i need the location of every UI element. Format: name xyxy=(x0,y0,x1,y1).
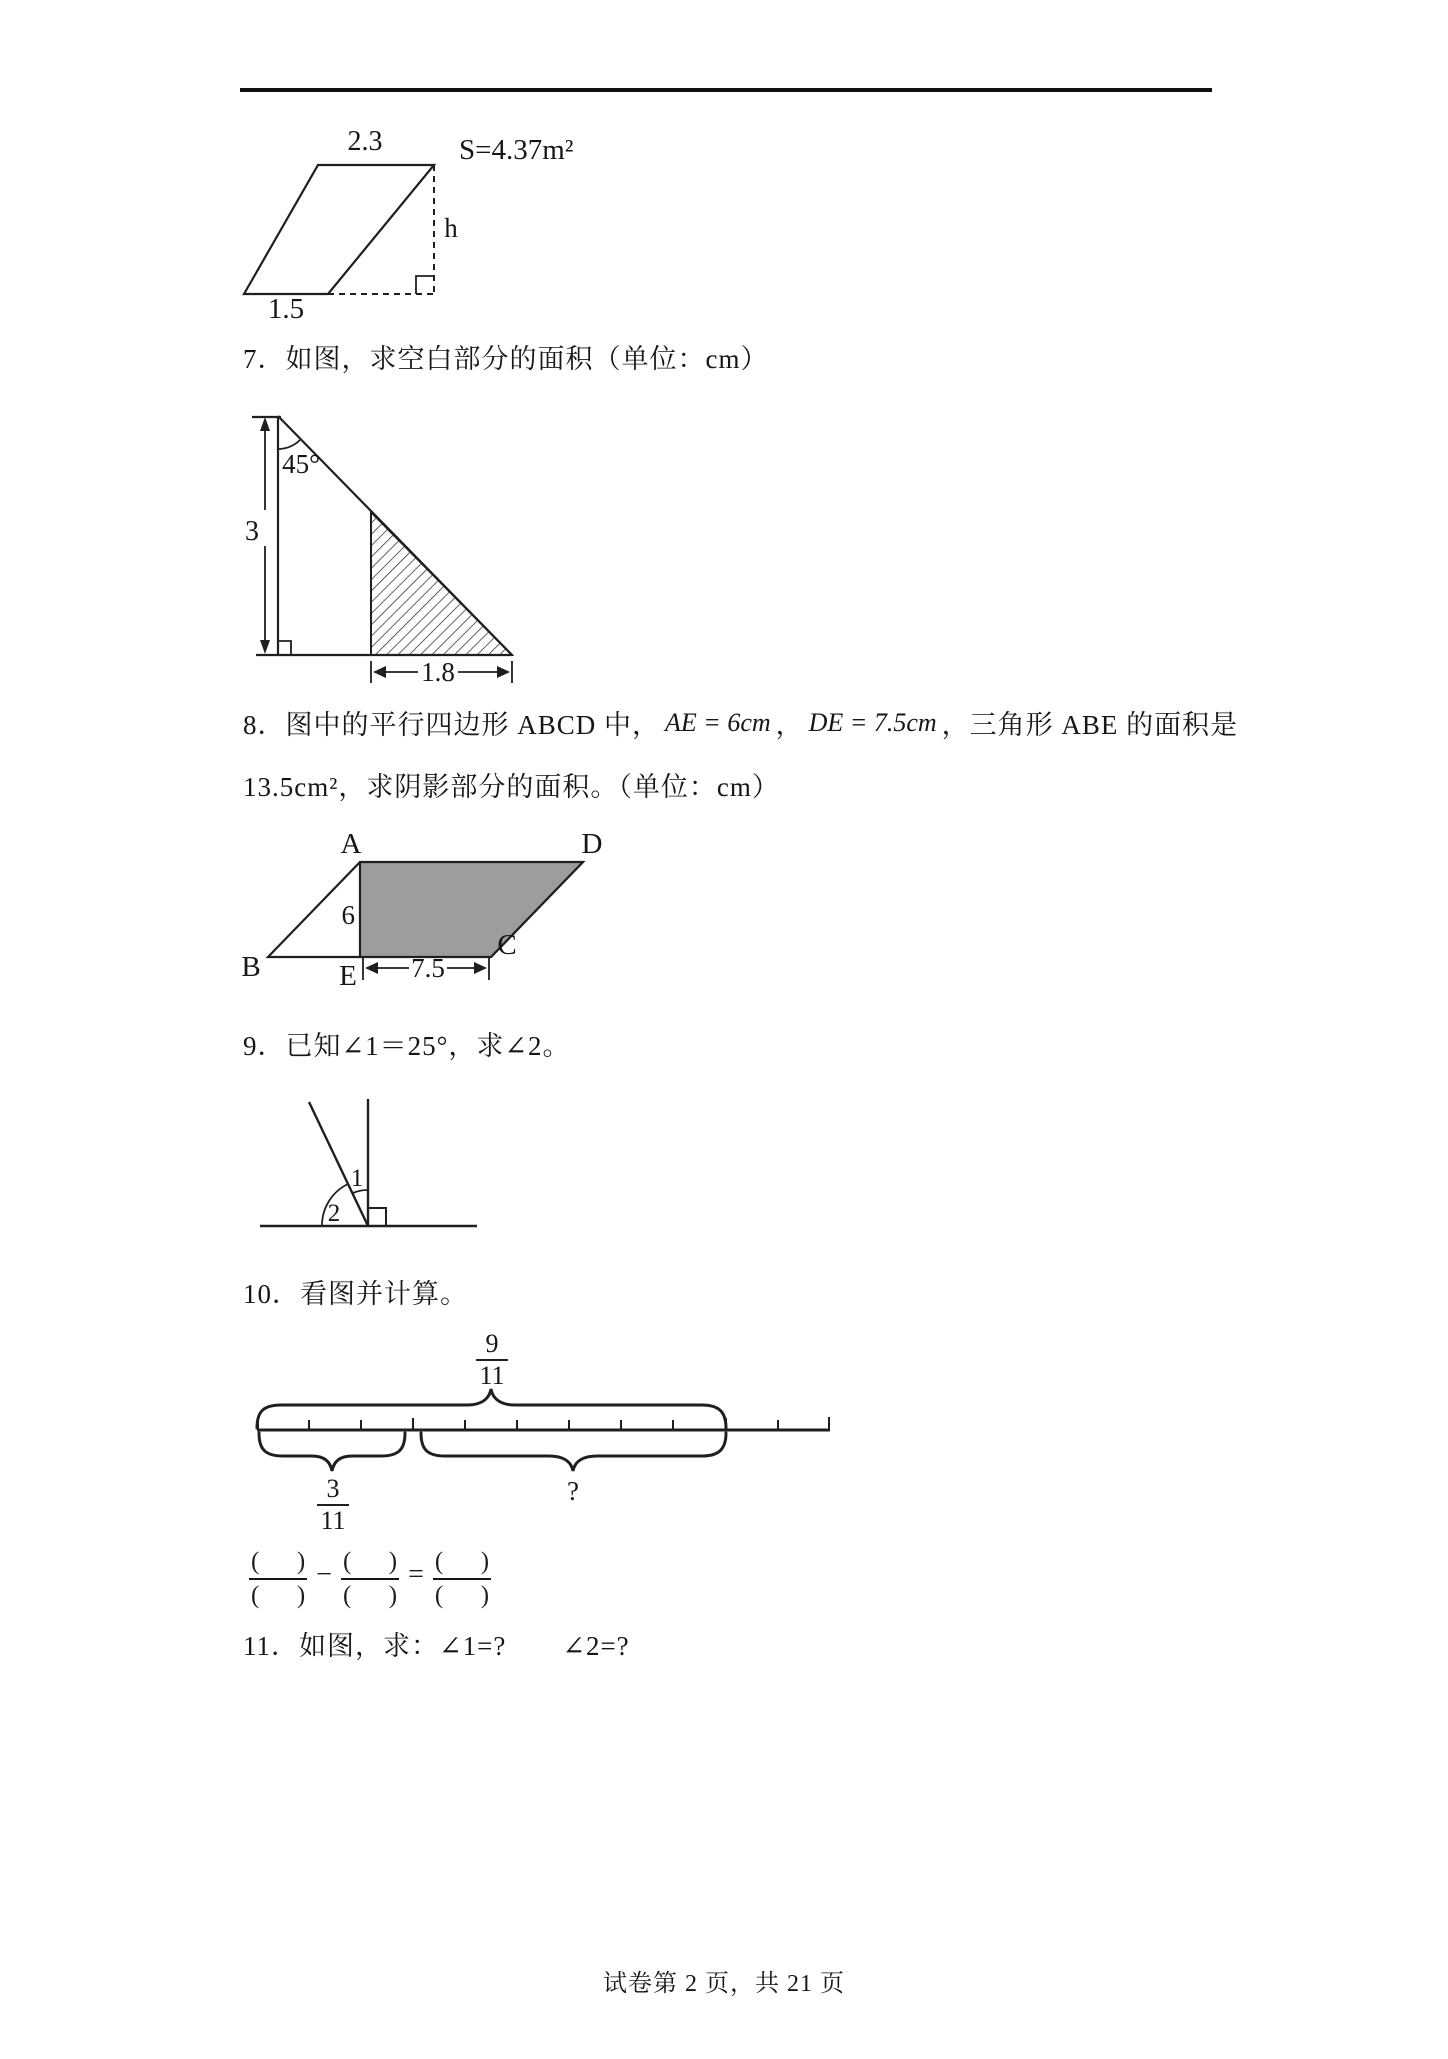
fraction-blank-3 xyxy=(433,1548,491,1610)
base-75-label: 7.5 xyxy=(411,953,445,983)
bottom-brace-left xyxy=(259,1433,405,1471)
minus-operator: − xyxy=(316,1559,332,1590)
left-fraction-numerator: 3 xyxy=(326,1474,340,1503)
fraction3-denominator: ( ) xyxy=(434,1582,490,1609)
top-brace xyxy=(257,1389,726,1428)
q8-math-DE: DE = 7.5cm xyxy=(808,708,937,737)
shaded-region xyxy=(360,862,583,957)
q8-separator2: ， xyxy=(941,710,970,740)
right-angle-mark xyxy=(416,276,434,294)
right-angle-mark xyxy=(368,1208,386,1226)
fraction-blank-2 xyxy=(341,1548,399,1610)
vertex-A-label: A xyxy=(340,828,362,860)
angle-45-arc xyxy=(278,440,300,449)
figure-q9-angles xyxy=(260,1099,477,1227)
bottom-brace-right xyxy=(421,1433,726,1471)
angle1-label: 1 xyxy=(350,1165,364,1192)
q8-math-AE: AE = 6cm xyxy=(665,708,771,737)
fraction-blank-1 xyxy=(249,1548,307,1610)
fraction2-denominator: ( ) xyxy=(342,1582,398,1609)
height-6-label: 6 xyxy=(341,900,355,930)
dim-arrow-right xyxy=(474,962,487,974)
figure-q7-triangle xyxy=(245,416,512,687)
vertex-C-label: C xyxy=(497,929,517,961)
fraction-equation xyxy=(246,1548,494,1610)
hatched-region xyxy=(371,512,512,655)
trapezoid-area-label: S=4.37m² xyxy=(459,134,574,166)
top-fraction-numerator: 9 xyxy=(485,1329,499,1358)
ticks xyxy=(258,1417,829,1430)
q8-separator1: ， xyxy=(775,710,804,740)
question-8-line2: 13.5cm²，求阴影部分的面积。（单位：cm） xyxy=(243,772,780,802)
fraction1-denominator: ( ) xyxy=(251,1582,306,1609)
dim-arrow-up xyxy=(260,417,270,431)
q8-text-part2: 三角形 ABE 的面积是 xyxy=(969,710,1239,740)
angle-45-label: 45° xyxy=(282,449,320,479)
triangle-side-label: 3 xyxy=(245,516,259,547)
question-7-text: 7．如图，求空白部分的面积（单位：cm） xyxy=(243,344,769,374)
vertex-D-label: D xyxy=(581,828,603,860)
question-8-line1 xyxy=(243,710,1238,741)
fraction2-numerator: ( ) xyxy=(341,1548,399,1580)
figure-q8-parallelogram xyxy=(241,828,602,992)
left-fraction-denominator: 11 xyxy=(320,1506,346,1535)
dim-arrow-right xyxy=(497,666,510,678)
question-10-text: 10．看图并计算。 xyxy=(243,1279,468,1309)
fraction3-numerator: ( ) xyxy=(433,1548,491,1580)
vertex-E-label: E xyxy=(339,960,357,992)
figure-trapezoid xyxy=(244,126,574,325)
dim-arrow-down xyxy=(260,640,270,654)
trapezoid-height-label: h xyxy=(444,213,458,243)
right-angle-mark xyxy=(278,641,291,655)
trapezoid-top-label: 2.3 xyxy=(347,126,383,157)
trapezoid-outline xyxy=(244,165,434,294)
fraction1-numerator: ( ) xyxy=(249,1548,307,1580)
vertex-B-label: B xyxy=(241,951,261,983)
question-11-text: 11．如图，求：∠1=? ∠2=? xyxy=(243,1631,630,1661)
question-mark-label: ? xyxy=(567,1476,579,1506)
angle2-label: 2 xyxy=(327,1200,341,1227)
figure-q10-numberline xyxy=(257,1329,830,1535)
triangle-base-label: 1.8 xyxy=(421,657,455,687)
trapezoid-bottom-label: 1.5 xyxy=(267,293,305,325)
equals-operator: = xyxy=(408,1559,424,1590)
page-footer: 试卷第 2 页，共 21 页 xyxy=(603,1971,845,1997)
top-fraction-denominator: 11 xyxy=(479,1361,505,1390)
q8-text-part1: 8．图中的平行四边形 ABCD 中， xyxy=(243,710,661,740)
question-9-text: 9．已知∠1＝25°，求∠2。 xyxy=(243,1031,571,1061)
